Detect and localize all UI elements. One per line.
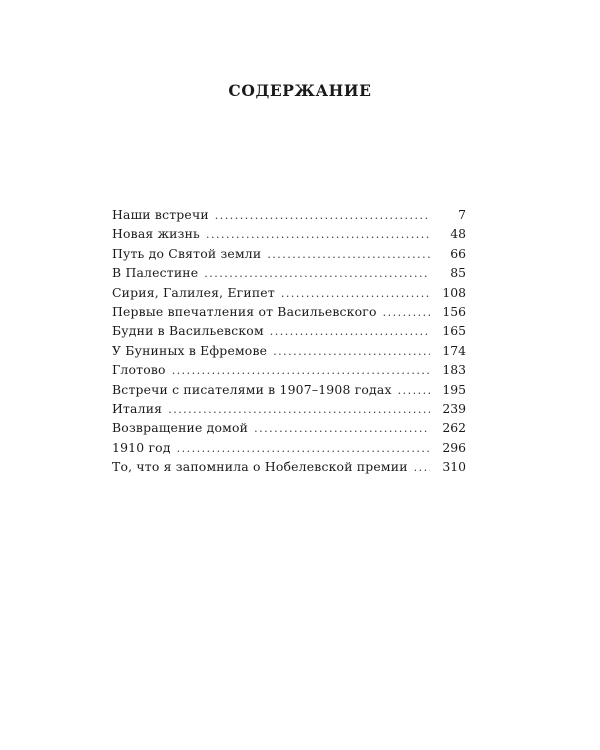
toc-entry xyxy=(112,380,466,399)
toc-entry-title: Сирия, Галилея, Египет xyxy=(112,284,275,300)
toc-entry-page: 108 xyxy=(442,284,466,300)
toc-entry-title: Глотово xyxy=(112,362,166,378)
contents-title: СОДЕРЖАНИЕ xyxy=(228,81,372,100)
toc-entry-page: 262 xyxy=(442,420,466,436)
toc-entry xyxy=(112,418,466,437)
toc-leader-dots xyxy=(254,419,430,438)
toc-entry-page: 174 xyxy=(442,342,466,358)
toc-entry xyxy=(112,244,466,263)
toc-entry-page: 239 xyxy=(442,400,466,416)
toc-entry xyxy=(112,263,466,282)
toc-entry-page: 195 xyxy=(442,381,466,397)
toc-entry-page: 85 xyxy=(450,265,466,281)
toc-leader-dots xyxy=(414,458,430,477)
toc-leader-dots xyxy=(267,245,430,264)
toc-entry-page: 66 xyxy=(450,245,466,261)
toc-leader-dots xyxy=(177,439,430,458)
toc-entry-title: То, что я запомнила о Нобелевской премии xyxy=(112,459,408,475)
toc-entry-page: 310 xyxy=(442,459,466,475)
toc-entry-title: В Палестине xyxy=(112,265,199,281)
toc-entry-title: Встречи с писателями в 1907–1908 годах xyxy=(112,381,392,397)
toc-leader-dots xyxy=(270,322,430,341)
toc-entry-page: 165 xyxy=(442,323,466,339)
toc-entry-title: Будни в Васильевском xyxy=(112,323,264,339)
toc-entry-title: Новая жизнь xyxy=(112,226,201,242)
table-of-contents xyxy=(112,205,466,476)
toc-entry-page: 7 xyxy=(458,207,466,222)
toc-leader-dots xyxy=(206,225,430,244)
toc-entry xyxy=(112,224,466,243)
toc-entry xyxy=(112,302,466,321)
toc-leader-dots xyxy=(281,284,430,303)
toc-entry-title: 1910 год xyxy=(112,439,171,455)
toc-entry xyxy=(112,205,466,224)
toc-entry xyxy=(112,457,466,476)
toc-entry-page: 48 xyxy=(450,226,466,242)
toc-entry-title: Италия xyxy=(112,400,163,416)
toc-entry-title: Первые впечатления от Васильевского xyxy=(112,303,377,319)
toc-leader-dots xyxy=(168,400,430,419)
toc-entry xyxy=(112,283,466,302)
toc-entry-title: Путь до Святой земли xyxy=(112,245,262,261)
toc-entry-title: У Буниных в Ефремове xyxy=(112,342,268,358)
toc-entry-title: Наши встречи xyxy=(112,207,209,222)
toc-entry-title: Возвращение домой xyxy=(112,420,249,436)
toc-entry xyxy=(112,360,466,379)
toc-entry xyxy=(112,438,466,457)
toc-entry xyxy=(112,341,466,360)
toc-leader-dots xyxy=(204,264,430,283)
toc-leader-dots xyxy=(383,303,430,322)
toc-entry-page: 183 xyxy=(442,362,466,378)
toc-leader-dots xyxy=(398,381,430,400)
toc-leader-dots xyxy=(215,206,430,225)
toc-leader-dots xyxy=(273,342,430,361)
toc-entry-page: 296 xyxy=(442,439,466,455)
toc-entry xyxy=(112,399,466,418)
toc-entry xyxy=(112,321,466,340)
toc-entry-page: 156 xyxy=(442,303,466,319)
toc-leader-dots xyxy=(172,361,430,380)
